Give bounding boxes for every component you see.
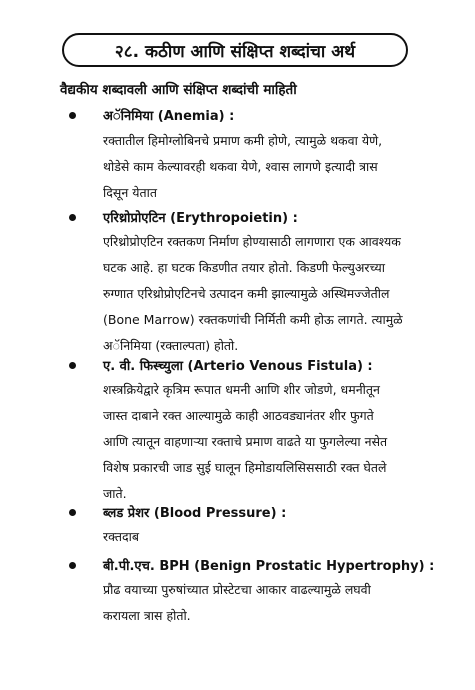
- chapter-title-box: [62, 33, 408, 67]
- term-av-fistula: [0, 356, 475, 376]
- description-line: रुग्णात एरिथ्रोप्रोएटिनचे उत्पादन कमी झाल्यामुळे अस्थिमज्जेतील: [103, 286, 390, 301]
- bullet-icon: [69, 362, 76, 369]
- description-line: अॅनिमिया (रक्ताल्पता) होतो.: [103, 338, 239, 353]
- term-heading: ब्लड प्रेशर (Blood Pressure) :: [103, 506, 287, 521]
- description-line: दिसून येतात: [103, 185, 157, 200]
- description-line: विशेष प्रकारची जाड सुई घालून हिमोडायलिसिससाठी रक्त घेतले: [103, 460, 387, 475]
- bullet-icon: [69, 509, 76, 516]
- term-blood-pressure-description: [103, 524, 448, 550]
- description-line: रक्तदाब: [103, 529, 139, 544]
- bullet-icon: [69, 562, 76, 569]
- term-erythropoietin: [0, 208, 475, 228]
- description-line: आणि त्यातून वाहणाऱ्या रक्ताचे प्रमाण वाढते या फुगलेल्या नसेत: [103, 434, 388, 449]
- bullet-icon: [69, 214, 76, 221]
- term-heading: अॅनिमिया (Anemia) :: [103, 109, 235, 124]
- description-line: (Bone Marrow) रक्तकणांची निर्मिती कमी होऊ लागते. त्यामुळे: [103, 312, 403, 327]
- description-line: रक्तातील हिमोग्लोबिनचे प्रमाण कमी होणे, त्यामुळे थकवा येणे,: [103, 133, 383, 148]
- term-heading: एरिथ्रोप्रोएटिन (Erythropoietin) :: [103, 211, 298, 226]
- term-bph-description: [103, 577, 448, 629]
- description-line: जास्त दाबाने रक्त आल्यामुळे काही आठवड्यानंतर शीर फुगते: [103, 408, 374, 423]
- term-anemia-description: [103, 128, 448, 206]
- description-line: प्रौढ वयाच्या पुरुषांच्यात प्रोस्टेटचा आकार वाढल्यामुळे लघवी: [103, 582, 371, 597]
- bullet-icon: [69, 112, 76, 119]
- term-blood-pressure: [0, 503, 475, 523]
- term-anemia: [0, 106, 475, 126]
- description-line: थोडेसे काम केल्यावरही थकवा येणे, श्वास लागणे इत्यादी त्रास: [103, 159, 378, 174]
- term-bph: [0, 556, 475, 576]
- term-heading: ए. वी. फिस्च्युला (Arterio Venous Fistula) :: [103, 359, 373, 374]
- term-heading: बी.पी.एच. BPH (Benign Prostatic Hypertrophy) :: [103, 559, 435, 574]
- description-line: घटक आहे. हा घटक किडणीत तयार होतो. किडणी फेल्युअरच्या: [103, 260, 385, 275]
- chapter-title: २८. कठीण आणि संक्षिप्त शब्दांचा अर्थ: [114, 41, 356, 62]
- section-subtitle: वैद्यकीय शब्दावली आणि संक्षिप्त शब्दांची माहिती: [60, 82, 297, 98]
- description-line: जाते.: [103, 486, 127, 501]
- term-erythropoietin-description: [103, 229, 448, 359]
- term-av-fistula-description: [103, 377, 448, 507]
- description-line: एरिथ्रोप्रोएटिन रक्तकण निर्माण होण्यासाठी लागणारा एक आवश्यक: [103, 234, 401, 249]
- description-line: शस्त्रक्रियेद्वारे कृत्रिम रूपात धमनी आणि शीर जोडणे, धमनीतून: [103, 382, 380, 397]
- description-line: करायला त्रास होतो.: [103, 608, 191, 623]
